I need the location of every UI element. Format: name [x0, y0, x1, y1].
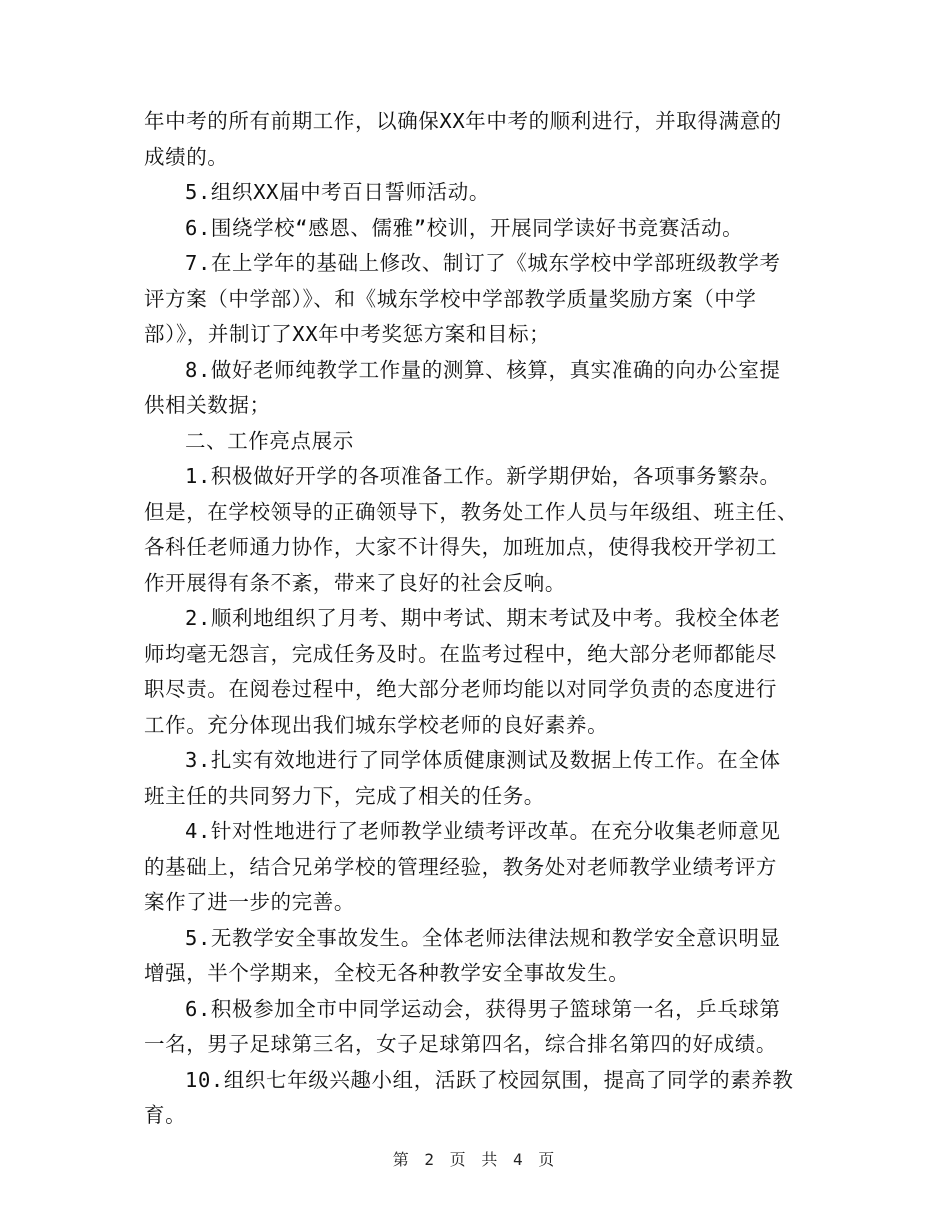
- text-line: 作开展得有条不紊，带来了良好的社会反响。: [144, 570, 566, 595]
- text-line: 的基础上，结合兄弟学校的管理经验，教务处对老师教学业绩考评方: [144, 854, 777, 879]
- text-line: 增强，半个学期来，全校无各种教学安全事故发生。: [144, 961, 630, 985]
- text-line: 班主任的共同努力下，完成了相关的任务。: [144, 783, 545, 808]
- list-item: 5.无教学安全事故发生。全体老师法律法规和教学安全意识明显: [185, 925, 781, 950]
- page-number-footer: 第 2 页 共 4 页: [392, 1150, 558, 1169]
- document-body: [144, 104, 814, 1134]
- text-line: 各科任老师通力协作，大家不计得失，加班加点，使得我校开学初工: [144, 535, 777, 559]
- text-line: 部）》，并制订了XX年中考奖惩方案和目标；: [144, 322, 551, 346]
- text-line: 育。: [144, 1103, 187, 1127]
- text-line: 师均毫无怨言，完成任务及时。在监考过程中，绝大部分老师都能尽: [144, 641, 777, 666]
- list-item: 4.针对性地进行了老师教学业绩考评改革。在充分收集老师意见: [185, 819, 781, 843]
- list-item: 1.积极做好开学的各项准备工作。新学期伊始，各项事务繁杂。: [185, 464, 781, 488]
- text-line: 但是，在学校领导的正确领导下，教务处工作人员与年级组、班主任、: [144, 499, 799, 524]
- list-item: 6.积极参加全市中同学运动会，获得男子篮球第一名，乒乓球第: [185, 996, 781, 1021]
- text-line: 评方案（中学部）》、和《城东学校中学部教学质量奖励方案（中学: [144, 286, 757, 311]
- section-heading: 二、工作亮点展示: [185, 428, 354, 453]
- text-line: 供相关数据；: [144, 393, 271, 417]
- text-line: 成绩的。: [144, 144, 229, 169]
- list-item: 5.组织XX届中考百日誓师活动。: [185, 180, 490, 204]
- text-line: 职尽责。在阅卷过程中，绝大部分老师均能以对同学负责的态度进行: [144, 677, 777, 701]
- text-line: 案作了进一步的完善。: [144, 890, 355, 914]
- text-line: 工作。充分体现出我们城东学校老师的良好素养。: [144, 712, 609, 737]
- list-item: 7.在上学年的基础上修改、制订了《城东学校中学部班级教学考: [185, 251, 781, 275]
- list-item: 2.顺利地组织了月考、期中考试、期末考试及中考。我校全体老: [185, 606, 781, 630]
- list-item: 3.扎实有效地进行了同学体质健康测试及数据上传工作。在全体: [185, 748, 781, 772]
- text-line: 年中考的所有前期工作，以确保XX年中考的顺利进行，并取得满意的: [144, 109, 782, 133]
- list-item: 8.做好老师纯教学工作量的测算、核算，真实准确的向办公室提: [185, 357, 781, 382]
- list-item: 6.围绕学校“感恩、儒雅”校训，开展同学读好书竞赛活动。: [185, 215, 744, 240]
- list-item: 10.组织七年级兴趣小组，活跃了校园氛围，提高了同学的素养教: [185, 1067, 794, 1092]
- text-line: 一名，男子足球第三名，女子足球第四名，综合排名第四的好成绩。: [144, 1032, 777, 1056]
